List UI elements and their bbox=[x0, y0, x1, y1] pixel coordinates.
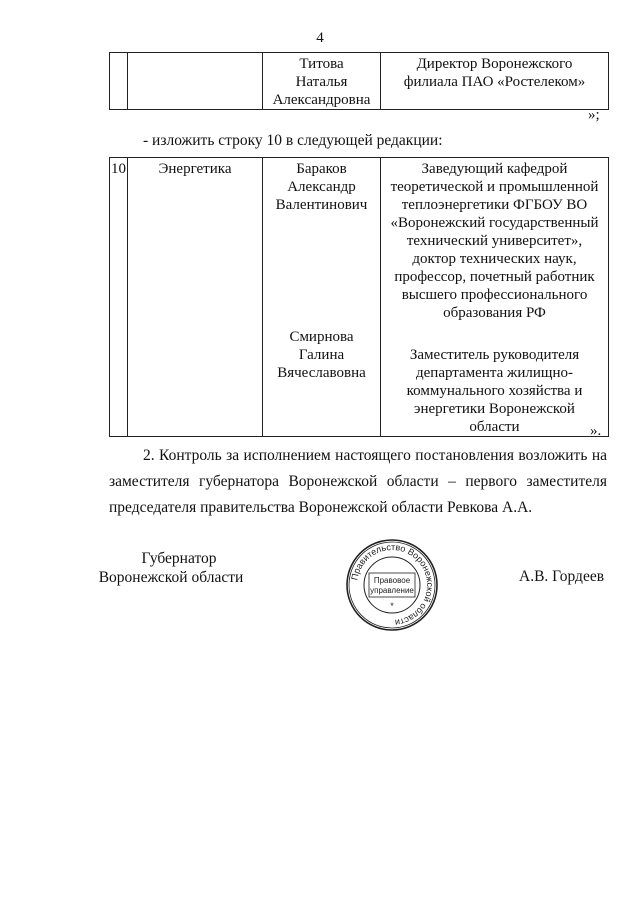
position-line: теоретической и промышленной bbox=[390, 179, 599, 195]
name-line: Александр bbox=[287, 179, 356, 195]
instruction-text: - изложить строку 10 в следующей редакции: bbox=[143, 132, 443, 149]
name-line: Галина bbox=[298, 347, 345, 363]
page-number: 4 bbox=[316, 30, 324, 46]
stamp-seal bbox=[344, 537, 440, 633]
member-name-cell bbox=[263, 53, 381, 110]
table-row bbox=[110, 158, 609, 437]
name-line: Вячеславовна bbox=[277, 365, 366, 381]
position-line: Директор Воронежского bbox=[416, 56, 573, 72]
member-position-cell bbox=[381, 158, 609, 437]
stamp-center-line: Правовое bbox=[373, 576, 411, 585]
person-name bbox=[263, 328, 380, 382]
stamp-ring-text: Правительство Воронежской области bbox=[349, 541, 436, 628]
position-line: технический университет», bbox=[406, 233, 583, 249]
position-line: области bbox=[469, 419, 520, 435]
position-line: департамента жилищно- bbox=[416, 365, 573, 381]
row-number-cell: 10 bbox=[110, 158, 128, 437]
position-line: энергетики Воронежской bbox=[414, 401, 575, 417]
person-position bbox=[381, 346, 608, 436]
members-table-row-10 bbox=[109, 157, 609, 437]
position-line: Заведующий кафедрой bbox=[421, 161, 568, 177]
signature-title-line: Губернатор bbox=[141, 550, 217, 567]
position-line: образования РФ bbox=[443, 305, 546, 321]
name-line: Валентинович bbox=[275, 197, 368, 213]
area-cell: Энергетика bbox=[128, 158, 263, 437]
stamp-star: * bbox=[390, 601, 394, 611]
position-line: филиала ПАО «Ростелеком» bbox=[403, 74, 586, 90]
row-number-cell bbox=[110, 53, 128, 110]
signature-title bbox=[98, 549, 254, 587]
name-line: Наталья bbox=[295, 74, 348, 90]
member-position-cell bbox=[381, 53, 609, 110]
position-line: коммунального хозяйства и bbox=[406, 383, 583, 399]
name-line: Александровна bbox=[272, 92, 371, 108]
members-table-continuation bbox=[109, 52, 609, 110]
name-line: Бараков bbox=[296, 161, 347, 177]
signatory-name: А.В. Гордеев bbox=[519, 568, 605, 585]
paragraph-2: 2. Контроль за исполнением настоящего постановления возложить на заместителя губернатора Воронежской области – первого заместителя председателя правительства Воронежской области Ревкова А.А. bbox=[109, 447, 607, 516]
member-name-cell bbox=[263, 158, 381, 437]
stamp-center-line: управление bbox=[370, 586, 414, 595]
position-line: «Воронежский государственный bbox=[390, 215, 599, 231]
person-name bbox=[263, 160, 380, 214]
signature-title-line: Воронежской области bbox=[98, 569, 244, 586]
area-cell bbox=[128, 53, 263, 110]
position-line: высшего профессионального bbox=[401, 287, 588, 303]
position-line: Заместитель руководителя bbox=[409, 347, 580, 363]
name-line: Титова bbox=[299, 56, 344, 72]
name-line: Смирнова bbox=[289, 329, 354, 345]
position-line: доктор технических наук, bbox=[412, 251, 577, 267]
person-position bbox=[381, 160, 608, 322]
closing-quote: »; bbox=[588, 107, 600, 123]
table-row bbox=[110, 53, 609, 110]
official-stamp bbox=[344, 537, 440, 633]
closing-quote: ». bbox=[590, 423, 602, 439]
position-line: профессор, почетный работник bbox=[394, 269, 595, 285]
position-line: теплоэнергетики ФГБОУ ВО bbox=[401, 197, 588, 213]
